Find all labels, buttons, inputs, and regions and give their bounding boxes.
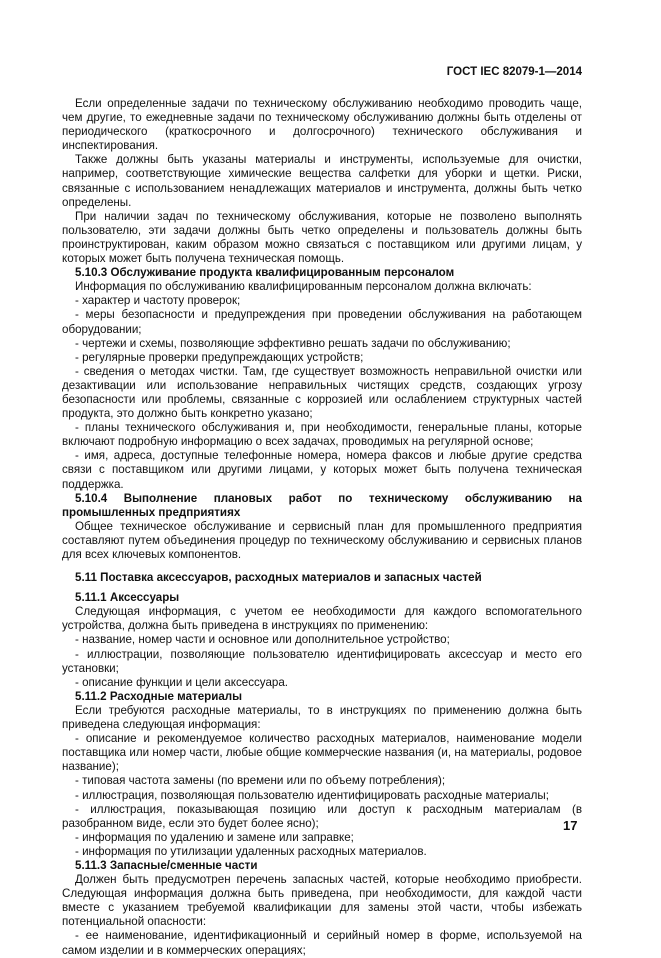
list-item: - типовая частота замены (по времени или по объему потребления); bbox=[75, 774, 446, 788]
document-header: ГОСТ IEC 82079-1—2014 bbox=[446, 66, 582, 78]
page-number: 17 bbox=[563, 818, 578, 833]
list-item: - имя, адреса, доступные телефонные номера, номера факсов и любые другие средства связи с поставщиком или другими лицами, у которых может быть получена техническая поддержка. bbox=[62, 449, 582, 491]
list-item: - название, номер части и основное или дополнительное устройство; bbox=[75, 633, 450, 647]
list-item: - иллюстрация, показывающая позицию или доступ к расходным материалам (в разобранном виде, если это будет более ясно); bbox=[62, 802, 582, 830]
list-item: - иллюстрации, позволяющие пользователю идентифицировать аксессуар и место его установки; bbox=[62, 647, 582, 675]
paragraph: Если определенные задачи по техническому обслуживанию необходимо проводить чаще, чем другие, то ежедневные задачи по техническому обслуживанию должны быть отделены от периодического (краткосрочного и долгосрочного) технического обслуживания и инспектирования. bbox=[62, 97, 582, 153]
list-item: - характер и частоту проверок; bbox=[75, 294, 241, 308]
section-heading: 5.11.1 Аксессуары bbox=[75, 591, 180, 605]
paragraph: Общее техническое обслуживание и сервисный план для промышленного предприятия составляют путем объединения процедур по техническому обслуживанию и сервисных планов для всех ключевых компонентов. bbox=[62, 519, 582, 561]
list-item: - сведения о методах чистки. Там, где существует возможность неправильной очистки или дезактивации или использование неправильных чистящих средств, создающих угрозу безопасности или проблемы, связанные с коррозией или ослаблением структурных частей продукта, это должно быть конкретно указано; bbox=[62, 364, 582, 421]
section-heading: 5.11.3 Запасные/сменные части bbox=[75, 858, 258, 872]
list-item: - чертежи и схемы, позволяющие эффективно решать задачи по обслуживанию; bbox=[75, 336, 511, 350]
list-item: - регулярные проверки предупреждающих устройств; bbox=[75, 350, 364, 364]
list-item: - информация по удалению и замене или заправке; bbox=[75, 830, 354, 844]
list-item: - информация по утилизации удаленных расходных материалов. bbox=[75, 844, 427, 858]
list-item: - меры безопасности и предупреждения при проведении обслуживания на работающем оборудовании; bbox=[62, 308, 582, 336]
section-heading: 5.10.3 Обслуживание продукта квалифицированным персоналом bbox=[75, 266, 455, 280]
section-heading: 5.11 Поставка аксессуаров, расходных материалов и запасных частей bbox=[75, 571, 482, 585]
paragraph: Если требуются расходные материалы, то в инструкциях по применению должна быть приведена следующая информация: bbox=[62, 703, 582, 732]
section-heading: 5.11.2 Расходные материалы bbox=[75, 689, 243, 703]
paragraph: Следующая информация, с учетом ее необходимости для каждого вспомогательного устройства, должна быть приведена в инструкциях по применению: bbox=[62, 605, 582, 633]
list-item: - иллюстрация, позволяющая пользователю идентифицировать расходные материалы; bbox=[75, 788, 549, 802]
paragraph: Информация по обслуживанию квалифицированным персоналом должна включать: bbox=[75, 280, 532, 294]
section-heading: 5.10.4 Выполнение плановых работ по техническому обслуживанию на промышленных предприятиях bbox=[62, 491, 582, 519]
list-item: - описание функции и цели аксессуара. bbox=[75, 675, 289, 689]
page-body bbox=[62, 97, 582, 958]
list-item: - планы технического обслуживания и, при необходимости, генеральные планы, которые включают подробную информацию о всех задачах, проводимых на регулярной основе; bbox=[62, 421, 582, 449]
paragraph: Должен быть предусмотрен перечень запасных частей, которые необходимо приобрести. Следующая информация должна быть приведена, при необходимости, для каждой части вместе с указанием требуемой квалификации для замены этой части, чтобы избежать потенциальной опасности: bbox=[62, 873, 582, 929]
paragraph: Также должны быть указаны материалы и инструменты, используемые для очистки, например, соответствующие химические вещества салфетки для уборки и щетки. Риски, связанные с использованием ненадлежащих материалов и инструмента, должны быть четко определены. bbox=[62, 153, 582, 209]
list-item: - описание и рекомендуемое количество расходных материалов, наименование модели поставщика или номер части, любые общие коммерческие названия (и, на материалы, родовое название); bbox=[62, 732, 582, 774]
list-item: - ее наименование, идентификационный и серийный номер в форме, используемой на самом изделии и в коммерческих операциях; bbox=[62, 929, 582, 957]
paragraph: При наличии задач по техническому обслуживания, которые не позволено выполнять пользователю, эти задачи должны быть четко определены и пользователь должны быть проинструктирован, каким образом можно связаться с поставщиком или другими лицам, у которых может быть получена техническая помощь. bbox=[62, 209, 582, 266]
